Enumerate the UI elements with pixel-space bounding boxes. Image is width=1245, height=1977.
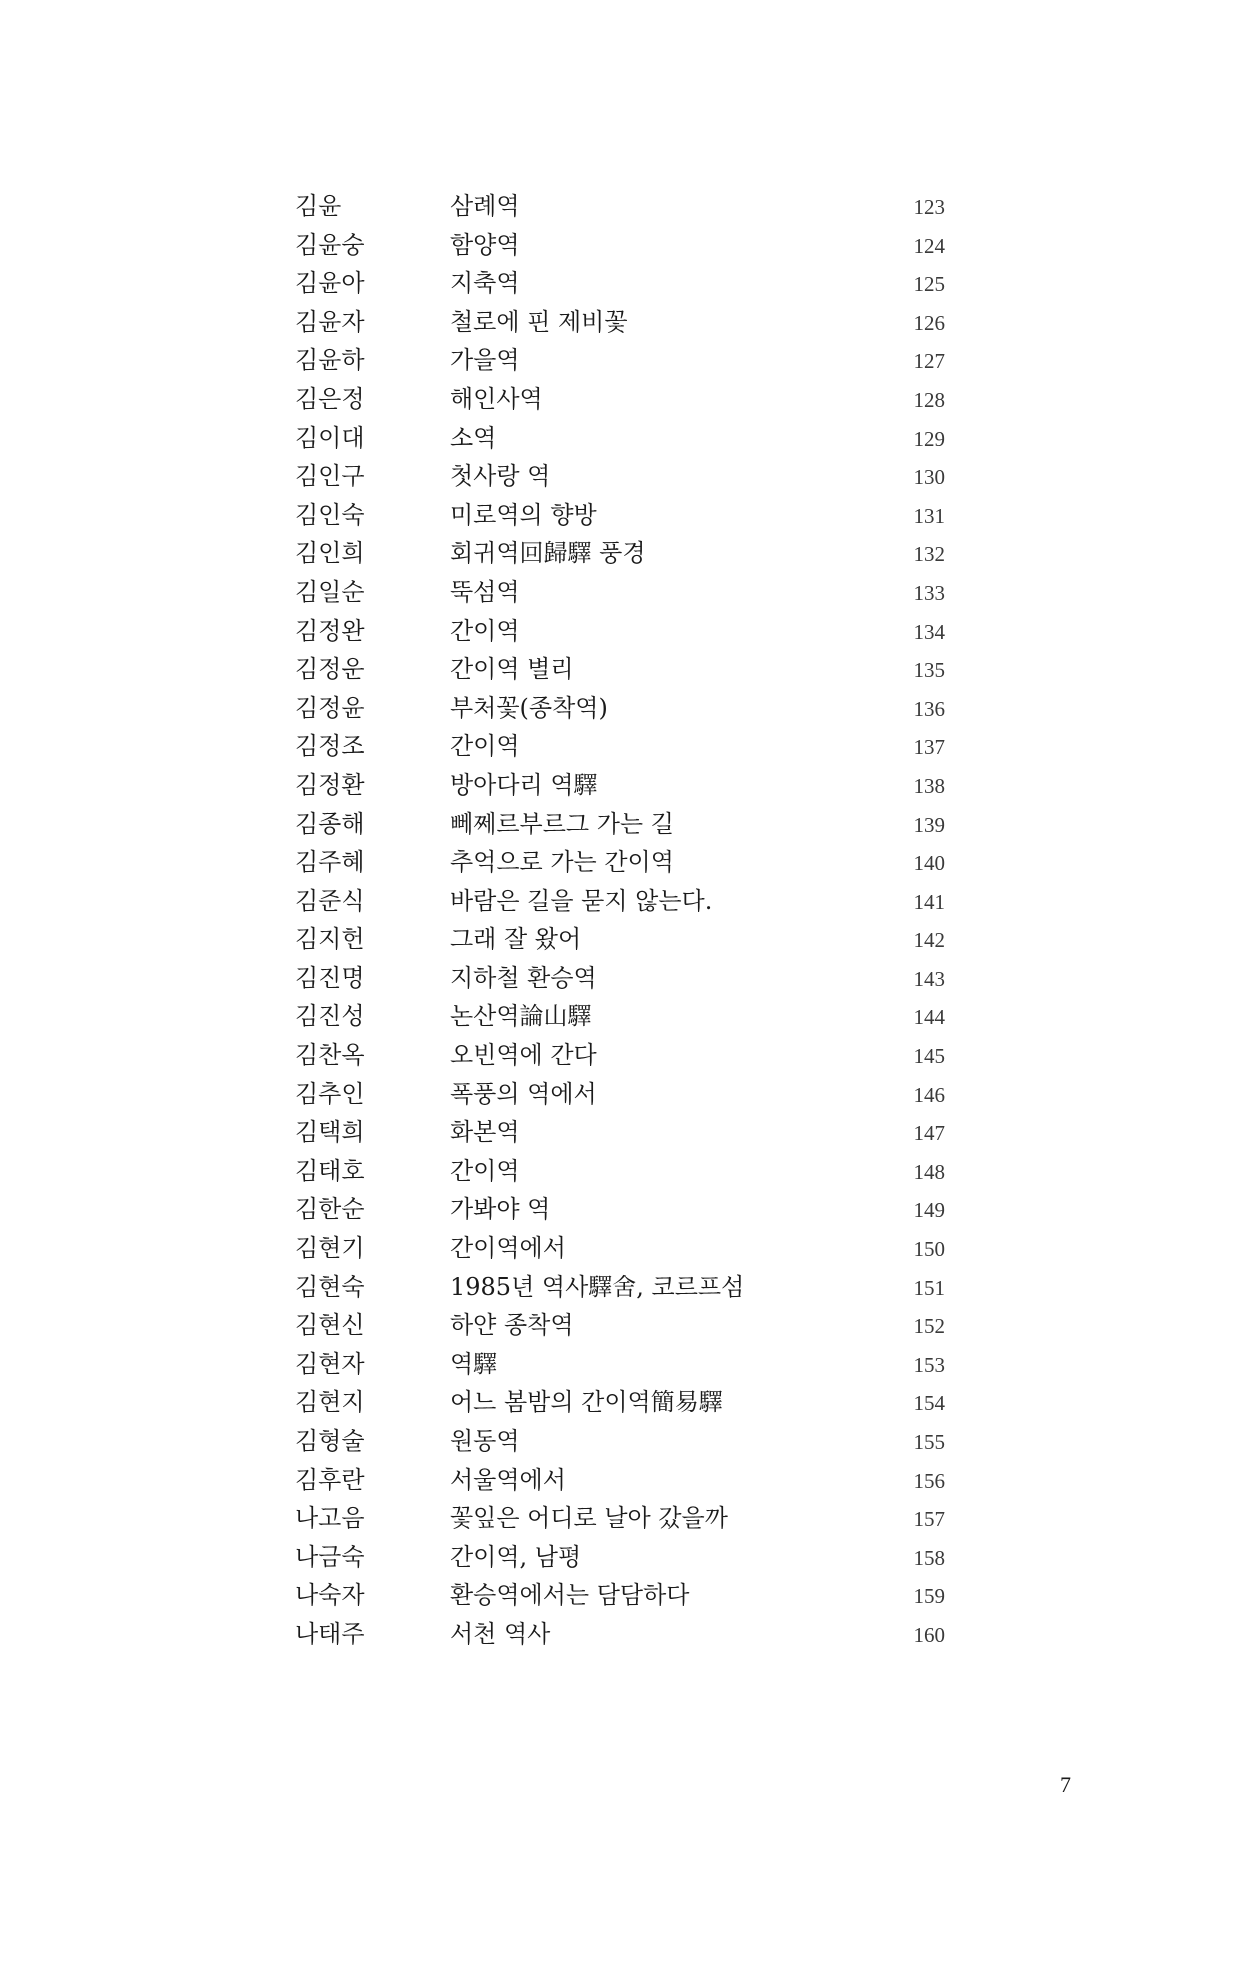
toc-page-number: 128 bbox=[913, 387, 945, 412]
toc-author: 김추인 bbox=[295, 1079, 365, 1108]
toc-page-number: 129 bbox=[913, 426, 945, 451]
toc-title: 회귀역回歸驛 풍경 bbox=[450, 539, 646, 568]
toc-title: 미로역의 향방 bbox=[450, 500, 597, 529]
toc-author: 김현지 bbox=[295, 1388, 365, 1417]
toc-title: 간이역 별리 bbox=[450, 655, 574, 684]
toc-entry bbox=[295, 1306, 945, 1345]
toc-title: 그래 잘 왔어 bbox=[450, 925, 582, 954]
toc-author: 김정윤 bbox=[295, 693, 365, 722]
toc-title: 뚝섬역 bbox=[450, 577, 520, 606]
toc-author: 김현기 bbox=[295, 1234, 365, 1263]
toc-entry bbox=[295, 1190, 945, 1229]
toc-author: 김종해 bbox=[295, 809, 365, 838]
toc-page-number: 150 bbox=[913, 1237, 945, 1262]
toc-title: 서울역에서 bbox=[450, 1465, 566, 1494]
toc-entry bbox=[295, 1229, 945, 1268]
toc-entry bbox=[295, 534, 945, 573]
toc-entry bbox=[295, 573, 945, 612]
toc-author: 김윤하 bbox=[295, 346, 365, 375]
toc-page-number: 143 bbox=[913, 966, 945, 991]
toc-entry bbox=[295, 187, 945, 226]
toc-author: 김정환 bbox=[295, 770, 365, 799]
toc-author: 김현자 bbox=[295, 1349, 365, 1378]
toc-title: 함양역 bbox=[450, 230, 520, 259]
toc-title: 삼례역 bbox=[450, 192, 520, 220]
toc-page-number: 154 bbox=[913, 1391, 945, 1416]
toc-author: 김태호 bbox=[295, 1156, 365, 1185]
toc-author: 김택희 bbox=[295, 1118, 365, 1147]
toc-author: 김한순 bbox=[295, 1195, 365, 1224]
toc-page-number: 137 bbox=[913, 735, 945, 760]
toc-author: 김준식 bbox=[295, 886, 365, 915]
toc-page-number: 153 bbox=[913, 1352, 945, 1377]
toc-author: 김진성 bbox=[295, 1002, 365, 1031]
toc-entry bbox=[295, 689, 945, 728]
toc-title: 소역 bbox=[450, 423, 497, 452]
page-number: 7 bbox=[1060, 1772, 1071, 1797]
toc-entry bbox=[295, 457, 945, 496]
toc-title: 간이역, 남평 bbox=[450, 1542, 582, 1571]
toc-entry bbox=[295, 264, 945, 303]
toc-page-number: 140 bbox=[913, 851, 945, 876]
toc-author: 나금숙 bbox=[295, 1542, 365, 1571]
toc-entry bbox=[295, 1345, 945, 1384]
toc-page-number: 125 bbox=[913, 272, 945, 297]
toc-entry bbox=[295, 1152, 945, 1191]
toc-page-number: 138 bbox=[913, 773, 945, 798]
toc-title: 서천 역사 bbox=[450, 1619, 551, 1648]
toc-entry bbox=[295, 341, 945, 380]
toc-entry bbox=[295, 1576, 945, 1615]
toc-entry bbox=[295, 1499, 945, 1538]
toc-page-number: 135 bbox=[913, 658, 945, 683]
toc-page-number: 134 bbox=[913, 619, 945, 644]
toc-title: 환승역에서는 담담하다 bbox=[450, 1581, 690, 1610]
toc-title: 간이역 bbox=[450, 1156, 520, 1185]
toc-author: 나숙자 bbox=[295, 1581, 365, 1610]
toc-author: 김현숙 bbox=[295, 1272, 365, 1301]
toc-title: 뻬쩨르부르그 가는 길 bbox=[450, 809, 674, 838]
toc-entry bbox=[295, 496, 945, 535]
toc-title: 역驛 bbox=[450, 1349, 498, 1378]
toc-entry bbox=[295, 650, 945, 689]
toc-author: 김인숙 bbox=[295, 500, 365, 529]
toc-title: 하얀 종착역 bbox=[450, 1311, 574, 1340]
toc-page-number: 146 bbox=[913, 1082, 945, 1107]
toc-entry bbox=[295, 226, 945, 265]
toc-author: 김윤아 bbox=[295, 269, 365, 298]
toc-page-number: 124 bbox=[913, 233, 945, 258]
toc-page-number: 159 bbox=[913, 1584, 945, 1609]
toc-page-number: 149 bbox=[913, 1198, 945, 1223]
toc-page-number: 126 bbox=[913, 310, 945, 335]
toc-entry bbox=[295, 1538, 945, 1577]
toc-page-number: 144 bbox=[913, 1005, 945, 1030]
toc-author: 김후란 bbox=[295, 1465, 365, 1494]
toc-entry bbox=[295, 1075, 945, 1114]
toc-page-number: 136 bbox=[913, 696, 945, 721]
toc-title: 해인사역 bbox=[450, 384, 543, 413]
toc-page-number: 142 bbox=[913, 928, 945, 953]
toc-title: 간이역에서 bbox=[450, 1234, 566, 1263]
toc-author: 김인희 bbox=[295, 539, 365, 568]
toc-title: 폭풍의 역에서 bbox=[450, 1079, 597, 1108]
toc-author: 김이대 bbox=[295, 423, 365, 452]
toc-entry bbox=[295, 1461, 945, 1500]
toc-author: 나태주 bbox=[295, 1619, 365, 1648]
toc-title: 오빈역에 간다 bbox=[450, 1041, 597, 1070]
toc-page-number: 147 bbox=[913, 1121, 945, 1146]
toc-entry bbox=[295, 766, 945, 805]
toc-title: 어느 봄밤의 간이역簡易驛 bbox=[450, 1388, 723, 1417]
toc-page-number: 145 bbox=[913, 1044, 945, 1069]
toc-author: 김정운 bbox=[295, 655, 365, 684]
toc-author: 김형술 bbox=[295, 1427, 365, 1455]
toc-title: 철로에 핀 제비꽃 bbox=[450, 307, 628, 336]
toc-entry bbox=[295, 1113, 945, 1152]
toc-author: 김은정 bbox=[295, 384, 365, 413]
toc-entry bbox=[295, 805, 945, 844]
toc-title: 추억으로 가는 간이역 bbox=[450, 848, 674, 877]
toc-title: 화본역 bbox=[450, 1118, 520, 1147]
toc-page-number: 141 bbox=[913, 889, 945, 914]
toc-page-number: 123 bbox=[913, 195, 945, 219]
toc-title: 가을역 bbox=[450, 346, 520, 375]
toc-page-number: 160 bbox=[913, 1622, 945, 1647]
toc-page-number: 139 bbox=[913, 812, 945, 837]
toc-page-number: 151 bbox=[913, 1275, 945, 1300]
toc-author: 김윤자 bbox=[295, 307, 365, 336]
toc-page-number: 130 bbox=[913, 465, 945, 490]
toc-entry bbox=[295, 1036, 945, 1075]
toc-page-number: 131 bbox=[913, 503, 945, 528]
toc-entry bbox=[295, 727, 945, 766]
toc-author: 김정완 bbox=[295, 616, 365, 645]
toc-author: 김윤 bbox=[295, 192, 342, 220]
toc-author: 김진명 bbox=[295, 963, 365, 992]
toc-page-number: 148 bbox=[913, 1159, 945, 1184]
toc-entry bbox=[295, 1383, 945, 1422]
toc-entry bbox=[295, 303, 945, 342]
toc-page-number: 155 bbox=[913, 1430, 945, 1454]
toc-author: 김인구 bbox=[295, 462, 365, 491]
toc-entry bbox=[295, 920, 945, 959]
toc-page-number: 133 bbox=[913, 580, 945, 605]
toc-title: 첫사랑 역 bbox=[450, 462, 551, 491]
toc-page-number: 158 bbox=[913, 1545, 945, 1570]
toc-title: 간이역 bbox=[450, 732, 520, 761]
toc-entry bbox=[295, 612, 945, 651]
toc-entry bbox=[295, 380, 945, 419]
toc-title: 지하철 환승역 bbox=[450, 963, 597, 992]
toc-author: 김현신 bbox=[295, 1311, 365, 1340]
toc-title: 지축역 bbox=[450, 269, 520, 298]
toc-entry bbox=[295, 419, 945, 458]
table-of-contents bbox=[295, 187, 945, 1654]
toc-author: 나고음 bbox=[295, 1504, 365, 1533]
toc-title: 논산역論山驛 bbox=[450, 1002, 592, 1031]
toc-author: 김정조 bbox=[295, 732, 365, 761]
toc-entry bbox=[295, 1422, 945, 1461]
toc-entry bbox=[295, 1615, 945, 1654]
toc-author: 김주혜 bbox=[295, 848, 365, 877]
toc-page-number: 157 bbox=[913, 1507, 945, 1532]
toc-title: 방아다리 역驛 bbox=[450, 770, 598, 799]
toc-title: 바람은 길을 묻지 않는다. bbox=[450, 886, 713, 915]
toc-entry bbox=[295, 997, 945, 1036]
toc-author: 김윤숭 bbox=[295, 230, 365, 259]
toc-page-number: 132 bbox=[913, 542, 945, 567]
toc-author: 김찬옥 bbox=[295, 1041, 365, 1070]
toc-title: 1985년 역사驛舍, 코르프섬 bbox=[450, 1272, 745, 1301]
toc-entry bbox=[295, 1268, 945, 1307]
toc-entry bbox=[295, 959, 945, 998]
toc-title: 원동역 bbox=[450, 1427, 520, 1455]
toc-entry bbox=[295, 843, 945, 882]
toc-page-number: 152 bbox=[913, 1314, 945, 1339]
toc-page-number: 127 bbox=[913, 349, 945, 374]
toc-title: 부처꽃(종착역) bbox=[450, 693, 608, 722]
toc-author: 김일순 bbox=[295, 577, 365, 606]
toc-page-number: 156 bbox=[913, 1468, 945, 1493]
toc-title: 간이역 bbox=[450, 616, 520, 645]
toc-author: 김지헌 bbox=[295, 925, 365, 954]
toc-title: 가봐야 역 bbox=[450, 1195, 551, 1224]
toc-title: 꽃잎은 어디로 날아 갔을까 bbox=[450, 1504, 728, 1533]
toc-entry bbox=[295, 882, 945, 921]
